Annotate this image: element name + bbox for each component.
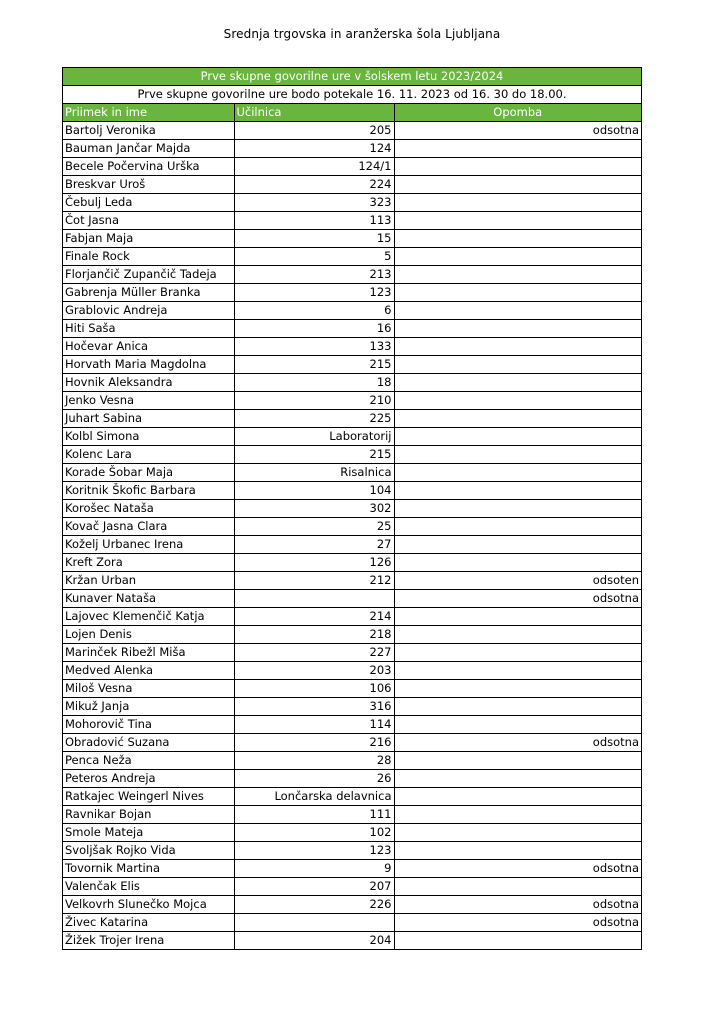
note-cell: odsotna [394,896,641,914]
teacher-name-cell: Korade Šobar Maja [63,464,234,482]
room-cell: 25 [234,518,394,536]
room-cell: 9 [234,860,394,878]
teacher-name-cell: Grablovic Andreja [63,302,234,320]
room-cell: 27 [234,536,394,554]
teacher-name-cell: Penca Neža [63,752,234,770]
table-row [63,662,641,680]
room-cell: Risalnica [234,464,394,482]
table-row [63,410,641,428]
table-body [63,122,641,950]
teacher-name-cell: Obradović Suzana [63,734,234,752]
teacher-name-cell: Peteros Andreja [63,770,234,788]
teacher-name-cell: Ravnikar Bojan [63,806,234,824]
teacher-name-cell: Becele Počervina Urška [63,158,234,176]
note-cell [394,680,641,698]
room-cell: 215 [234,446,394,464]
note-cell [394,392,641,410]
teacher-name-cell: Horvath Maria Magdolna [63,356,234,374]
note-cell: odsotna [394,860,641,878]
table-row [63,770,641,788]
teacher-name-cell: Velkovrh Slunečko Mojca [63,896,234,914]
teacher-name-cell: Lojen Denis [63,626,234,644]
teacher-name-cell: Mikuž Janja [63,698,234,716]
room-cell: 104 [234,482,394,500]
note-cell [394,410,641,428]
table-row [63,194,641,212]
note-cell [394,374,641,392]
note-cell [394,644,641,662]
room-cell: 133 [234,338,394,356]
note-cell [394,140,641,158]
room-cell: 224 [234,176,394,194]
room-cell: 218 [234,626,394,644]
note-cell [394,662,641,680]
note-cell [394,554,641,572]
teacher-name-cell: Lajovec Klemenčič Katja [63,608,234,626]
room-cell: 210 [234,392,394,410]
room-cell: 205 [234,122,394,140]
teacher-name-cell: Hiti Saša [63,320,234,338]
teacher-name-cell: Svoljšak Rojko Vida [63,842,234,860]
teacher-name-cell: Kovač Jasna Clara [63,518,234,536]
room-cell: 6 [234,302,394,320]
note-cell [394,878,641,896]
room-cell: 204 [234,932,394,950]
note-cell: odsotna [394,734,641,752]
table-row [63,374,641,392]
teacher-name-cell: Medved Alenka [63,662,234,680]
table-row [63,572,641,590]
room-cell: 214 [234,608,394,626]
note-cell [394,788,641,806]
table-row [63,536,641,554]
note-cell [394,428,641,446]
note-cell: odsotna [394,122,641,140]
note-cell [394,158,641,176]
column-header-room: Učilnica [234,104,394,122]
teacher-name-cell: Valenčak Elis [63,878,234,896]
table-row [63,356,641,374]
table-row [63,230,641,248]
table-row [63,122,641,140]
table-row [63,716,641,734]
table-row [63,698,641,716]
room-cell: 126 [234,554,394,572]
note-cell [394,824,641,842]
room-cell: 227 [234,644,394,662]
table-row [63,464,641,482]
table-row [63,518,641,536]
teacher-name-cell: Kunaver Nataša [63,590,234,608]
table-row [63,860,641,878]
note-cell [394,230,641,248]
table-row [63,626,641,644]
room-cell: 28 [234,752,394,770]
room-cell: 212 [234,572,394,590]
table-row [63,608,641,626]
note-cell [394,932,641,950]
teacher-name-cell: Finale Rock [63,248,234,266]
room-cell: 111 [234,806,394,824]
teacher-name-cell: Koritnik Škofic Barbara [63,482,234,500]
note-cell [394,248,641,266]
table-row [63,914,641,932]
column-header-note: Opomba [394,104,641,122]
table-row [63,500,641,518]
note-cell [394,338,641,356]
banner-title: Prve skupne govorilne ure v šolskem letu 2023/2024 [63,68,641,86]
room-cell: 203 [234,662,394,680]
room-cell: 114 [234,716,394,734]
teacher-name-cell: Kržan Urban [63,572,234,590]
table-row [63,320,641,338]
note-cell [394,806,641,824]
teacher-name-cell: Mohorovič Tina [63,716,234,734]
teacher-name-cell: Miloš Vesna [63,680,234,698]
table-row [63,212,641,230]
note-cell [394,698,641,716]
table-row [63,266,641,284]
note-cell [394,446,641,464]
teacher-name-cell: Živec Katarina [63,914,234,932]
table-row [63,788,641,806]
note-cell: odsotna [394,914,641,932]
note-cell [394,212,641,230]
table-row [63,842,641,860]
teacher-name-cell: Žižek Trojer Irena [63,932,234,950]
teacher-name-cell: Kolenc Lara [63,446,234,464]
teacher-name-cell: Florjančič Zupančič Tadeja [63,266,234,284]
room-cell: 26 [234,770,394,788]
table-row [63,824,641,842]
note-cell [394,536,641,554]
room-cell: 316 [234,698,394,716]
table-row [63,248,641,266]
teacher-name-cell: Ratkajec Weingerl Nives [63,788,234,806]
note-cell [394,770,641,788]
note-cell [394,356,641,374]
teacher-table [63,104,641,949]
table-row [63,284,641,302]
table-row [63,734,641,752]
teacher-name-cell: Smole Mateja [63,824,234,842]
table-row [63,446,641,464]
teacher-name-cell: Kolbl Simona [63,428,234,446]
room-cell: 124/1 [234,158,394,176]
teacher-name-cell: Juhart Sabina [63,410,234,428]
room-cell: 216 [234,734,394,752]
table-row [63,680,641,698]
table-header-row [63,104,641,122]
schedule-sheet [62,67,642,950]
note-cell: odsoten [394,572,641,590]
teacher-name-cell: Čot Jasna [63,212,234,230]
teacher-name-cell: Hovnik Aleksandra [63,374,234,392]
room-cell: 106 [234,680,394,698]
room-cell: 124 [234,140,394,158]
table-row [63,338,641,356]
room-cell: 226 [234,896,394,914]
room-cell: 123 [234,284,394,302]
table-row [63,932,641,950]
note-cell [394,842,641,860]
table-row [63,590,641,608]
teacher-name-cell: Gabrenja Müller Branka [63,284,234,302]
room-cell: 207 [234,878,394,896]
room-cell [234,590,394,608]
teacher-name-cell: Marinček Ribežl Miša [63,644,234,662]
room-cell: 123 [234,842,394,860]
teacher-name-cell: Fabjan Maja [63,230,234,248]
table-row [63,878,641,896]
note-cell [394,608,641,626]
room-cell: 215 [234,356,394,374]
note-cell [394,194,641,212]
table-row [63,302,641,320]
room-cell: 213 [234,266,394,284]
room-cell: 15 [234,230,394,248]
teacher-name-cell: Kreft Zora [63,554,234,572]
room-cell: 113 [234,212,394,230]
teacher-name-cell: Čebulj Leda [63,194,234,212]
teacher-name-cell: Bauman Jančar Majda [63,140,234,158]
room-cell: 18 [234,374,394,392]
teacher-name-cell: Jenko Vesna [63,392,234,410]
school-name: Srednja trgovska in aranžerska šola Ljubljana [223,27,501,41]
table-row [63,428,641,446]
note-cell [394,176,641,194]
teacher-name-cell: Breskvar Uroš [63,176,234,194]
table-row [63,806,641,824]
note-cell [394,284,641,302]
table-row [63,176,641,194]
note-cell [394,752,641,770]
table-row [63,752,641,770]
note-cell [394,302,641,320]
table-row [63,140,641,158]
teacher-name-cell: Tovornik Martina [63,860,234,878]
room-cell: Lončarska delavnica [234,788,394,806]
room-cell: 323 [234,194,394,212]
table-row [63,554,641,572]
teacher-name-cell: Koželj Urbanec Irena [63,536,234,554]
note-cell [394,464,641,482]
teacher-name-cell: Korošec Nataša [63,500,234,518]
note-cell [394,482,641,500]
column-header-name: Priimek in ime [63,104,234,122]
room-cell: 302 [234,500,394,518]
event-subtitle: Prve skupne govorilne ure bodo potekale 16. 11. 2023 od 16. 30 do 18.00. [63,86,641,104]
note-cell [394,626,641,644]
teacher-name-cell: Bartolj Veronika [63,122,234,140]
note-cell [394,266,641,284]
table-row [63,644,641,662]
room-cell: 102 [234,824,394,842]
room-cell [234,914,394,932]
teacher-name-cell: Hočevar Anica [63,338,234,356]
room-cell: 225 [234,410,394,428]
table-row [63,392,641,410]
table-row [63,482,641,500]
table-row [63,158,641,176]
table-row [63,896,641,914]
room-cell: Laboratorij [234,428,394,446]
room-cell: 16 [234,320,394,338]
note-cell: odsotna [394,590,641,608]
note-cell [394,518,641,536]
note-cell [394,320,641,338]
note-cell [394,716,641,734]
note-cell [394,500,641,518]
room-cell: 5 [234,248,394,266]
